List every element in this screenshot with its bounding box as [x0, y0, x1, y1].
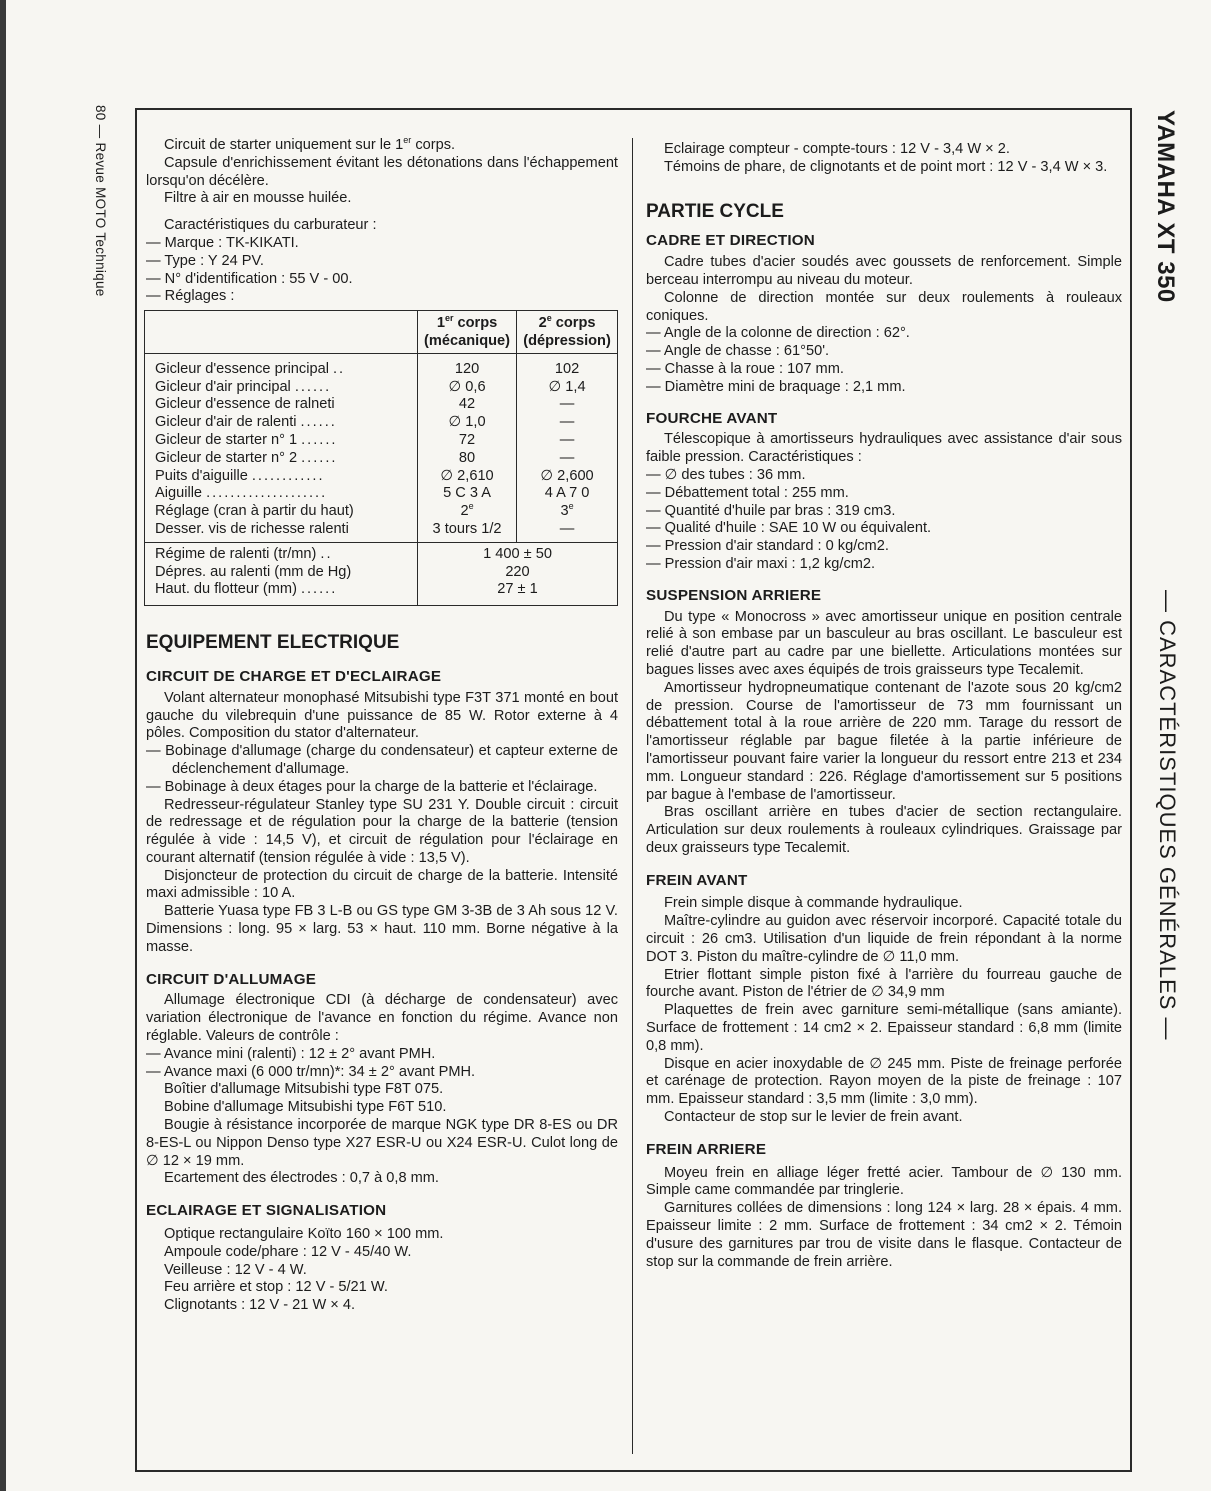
allumage-title: CIRCUIT D'ALLUMAGE — [146, 970, 317, 988]
table-header-row — [145, 311, 618, 354]
allumage-paragraph: Boîtier d'allumage Mitsubishi type F8T 075. — [164, 1081, 444, 1098]
fourche-item: — Débattement total : 255 mm. — [646, 484, 849, 501]
charge-paragraph: Volant alternateur monophasé Mitsubishi type F3T 371 monté en bout gauche du vilebrequin d'une puissance de 85 W. Rotor externe à 4 pôles. Composition du stator d'alternateur. — [146, 689, 618, 742]
side-subtitle — [1150, 590, 1190, 1041]
table-cell: 2e — [460, 503, 474, 520]
frein-arriere-title: FREIN ARRIERE — [646, 1140, 767, 1158]
frein-avant-paragraph: Etrier flottant simple piston fixé à l'arrière du fourreau gauche de fourche avant. Piston de l'étrier de ∅ 34,9 mm — [646, 966, 1122, 1001]
cadre-paragraph: Cadre tubes d'acier soudés avec goussets de renforcement. Simple berceau interrompu au niveau du moteur. — [646, 254, 1122, 288]
page-edge-shadow — [0, 0, 6, 1491]
allumage-dash-1: — Avance mini (ralenti) : 12 ± 2° avant PMH. — [146, 1045, 436, 1062]
carb-heading: Caractéristiques du carburateur : — [164, 217, 377, 234]
eclairage-line: Clignotants : 12 V - 21 W × 4. — [164, 1297, 356, 1314]
fourche-paragraph: Télescopique à amortisseurs hydrauliques avec assistance d'air sous faible pression. Caractéristiques : — [646, 431, 1122, 466]
frein-avant-paragraph: Contacteur de stop sur le levier de frein avant. — [664, 1109, 963, 1126]
left-column — [146, 137, 618, 1315]
table-label: Régime de ralenti (tr/mn) — [155, 545, 317, 562]
frein-avant-paragraph: Frein simple disque à commande hydraulique. — [664, 895, 963, 912]
top-paragraph: Témoins de phare, de clignotants et de point mort : 12 V - 3,4 W × 3. — [664, 158, 1108, 175]
table-label: Gicleur de starter n° 2 — [155, 449, 298, 466]
table-cell: 27 ± 1 — [497, 581, 538, 598]
table-label: Dépres. au ralenti (mm de Hg) — [155, 563, 352, 580]
table-cell: 3e — [560, 503, 574, 520]
allumage-paragraph: Ecartement des électrodes : 0,7 à 0,8 mm. — [164, 1170, 439, 1187]
allumage-paragraph: Bougie à résistance incorporée de marque NGK type DR 8-ES ou DR 8-ES-L ou Nippon Denso type X27 ESR-U ou X24 ESR-U. Culot long de ∅ 12 × 19 mm. — [146, 1117, 618, 1169]
eclairage-line: Optique rectangulaire Koïto 160 × 100 mm. — [164, 1226, 444, 1243]
intro-line-2: Capsule d'enrichissement évitant les détonations dans l'échappement lorsqu'on décélère. — [146, 154, 618, 189]
table-label: Gicleur d'air principal — [155, 378, 291, 395]
eclairage-line: Feu arrière et stop : 12 V - 5/21 W. — [164, 1279, 388, 1296]
table-cell: ∅ 1,0 — [448, 414, 486, 431]
cadre-item: — Chasse à la roue : 107 mm. — [646, 360, 844, 377]
table-label: Réglage (cran à partir du haut) — [155, 503, 354, 520]
fourche-item: — Qualité d'huile : SAE 10 W ou équivalent. — [646, 520, 932, 537]
fourche-item: — ∅ des tubes : 36 mm. — [646, 466, 806, 483]
table-label: Desser. vis de richesse ralenti — [155, 520, 349, 537]
allumage-paragraph: Bobine d'allumage Mitsubishi type F6T 510. — [164, 1099, 447, 1116]
table-label: Haut. du flotteur (mm) — [155, 581, 297, 598]
table-cell: 220 — [505, 563, 530, 580]
table-cell: 3 tours 1/2 — [432, 520, 502, 537]
table-cell: 72 — [458, 431, 476, 448]
partie-cycle-title: PARTIE CYCLE — [646, 200, 784, 222]
eclairage-title: ECLAIRAGE ET SIGNALISATION — [146, 1202, 387, 1220]
table-header-col2: 1er corps (mécanique) — [418, 311, 517, 354]
table-cell: 42 — [458, 396, 476, 413]
table-cell: — — [559, 449, 575, 466]
table-header-empty — [145, 311, 418, 354]
table-label: Puits d'aiguille — [155, 467, 248, 484]
table-col2-values — [418, 353, 517, 542]
cadre-paragraph: Colonne de direction montée sur deux roulements à rouleaux coniques. — [646, 289, 1122, 324]
table-label: Gicleur d'essence principal — [155, 360, 329, 377]
side-subtitle-text: — CARACTÉRISTIQUES GÉNÉRALES — — [1155, 590, 1180, 1041]
page-number-margin — [74, 105, 124, 335]
table-cell: 1 400 ± 50 — [483, 545, 552, 562]
frein-avant-paragraph: Maître-cylindre au guidon avec réservoir incorporé. Capacité totale du circuit : 26 cm3. Utilisation d'un liquide de frein répondant à la norme DOT 3. Piston du maître-cylindre de ∅ 11,0 mm. — [646, 913, 1122, 965]
table-cell: ∅ 0,6 — [448, 378, 486, 395]
suspension-paragraph: Du type « Monocross » avec amortisseur unique en position centrale relié à son embase par un basculeur au bras oscillant. Le basculeur est relié d'autre part au cadre par une biellette. Articulations montées sur bagues lisses avec axes équipés de trois graisseurs type Tecalemit. — [646, 608, 1122, 678]
intro-line-1: Circuit de starter uniquement sur le 1er corps. — [164, 135, 456, 153]
table-labels: Gicleur d'essence principal .. Gicleur d'air principal ...... Gicleur d'essence de ralneti Gicleur d'air de ralenti ...... Gicleur de starter n° 1 ...... Gicleur de starter n° 2 ...... Puits d'aiguille ............ Aiguille .................... Réglage (cran à partir du haut) Desser. vis de richesse ralenti — [145, 353, 418, 542]
charge-dash-1: — Bobinage d'allumage (charge du condensateur) et capteur externe de déclenchement d'allumage. — [146, 743, 618, 777]
table-header-col3: 2e corps (dépression) — [517, 311, 618, 354]
table-body-row — [145, 353, 618, 542]
carb-item: — Type : Y 24 PV. — [146, 252, 264, 269]
cadre-title: CADRE ET DIRECTION — [646, 232, 815, 250]
carb-item: — N° d'identification : 55 V - 00. — [146, 270, 353, 287]
table-header-col3-sub: (dépression) — [523, 332, 611, 349]
table-cell: ∅ 1,4 — [548, 378, 586, 395]
table-cell: 102 — [554, 360, 580, 377]
table-cell: 80 — [458, 449, 476, 466]
allumage-dash-2: — Avance maxi (6 000 tr/mn)*: 34 ± 2° avant PMH. — [146, 1063, 476, 1080]
suspension-paragraph: Amortisseur hydropneumatique contenant de l'azote sous 20 kg/cm2 de pression. Course de l'amortisseur de 73 mm fournissant un débattement total à la roue arrière de 220 mm. Tarage du ressort de l'amortisseur réglable par bague filetée à la partie inférieure de l'amortisseur pouvant faire varier la longueur du ressort entre 213 et 234 mm. Longueur standard : 226. Réglage d'amortissement sur 5 positions par bague à l'embase de l'amortisseur. — [646, 679, 1122, 803]
eclairage-line: Veilleuse : 12 V - 4 W. — [164, 1261, 307, 1278]
intro-line-3: Filtre à air en mousse huilée. — [164, 190, 352, 207]
frein-avant-paragraph: Plaquettes de frein avec garniture semi-métallique (sans amiante). Surface de frottement : 14 cm2 × 2. Epaisseur standard : 6,8 mm (limite 0,8 mm). — [646, 1002, 1122, 1054]
table-label: Gicleur d'air de ralenti — [155, 414, 297, 431]
frein-avant-paragraph: Disque en acier inoxydable de ∅ 245 mm. Piste de freinage perforée et carénage de protection. Rayon moyen de la piste de freinage : 107 mm. Epaisseur standard : 3,5 mm (limite : 3,0 mm). — [646, 1055, 1122, 1108]
top-paragraph: Eclairage compteur - compte-tours : 12 V - 3,4 W × 2. — [664, 141, 1010, 157]
table-cell: 5 C 3 A — [443, 485, 491, 502]
column-divider — [632, 138, 633, 1454]
table-body-row-2 — [145, 542, 618, 605]
table-cell: — — [559, 414, 575, 431]
cadre-item: — Diamètre mini de braquage : 2,1 mm. — [646, 378, 906, 395]
table-cell: — — [559, 520, 575, 537]
charge-paragraph: Redresseur-régulateur Stanley type SU 231 Y. Double circuit : circuit de redressage et de régulation pour la charge de la batterie (tension régulée à vide : 14,5 V), et circuit de régulation pour l'éclairage en courant alternatif (tension régulée à vide : 13,5 V). — [146, 796, 618, 866]
fourche-title: FOURCHE AVANT — [646, 409, 778, 427]
charge-title: CIRCUIT DE CHARGE ET D'ECLAIRAGE — [146, 667, 442, 685]
suspension-paragraph: Bras oscillant arrière en tubes d'acier de section rectangulaire. Articulation sur deux roulements à rouleaux cylindriques. Graissage par deux graisseurs type Tecalemit. — [646, 804, 1122, 856]
charge-paragraph: Batterie Yuasa type FB 3 L-B ou GS type GM 3-3B de 3 Ah sous 12 V. Dimensions : long. 95 × larg. 53 × haut. 110 mm. Borne négative à la masse. — [146, 903, 618, 955]
fourche-item: — Pression d'air maxi : 1,2 kg/cm2. — [646, 555, 876, 572]
carb-item: — Marque : TK-KIKATI. — [146, 234, 299, 251]
side-title — [1147, 110, 1187, 310]
table-header-col2-sub: (mécanique) — [424, 332, 511, 349]
fourche-item: — Quantité d'huile par bras : 319 cm3. — [646, 502, 896, 519]
allumage-paragraph: Allumage électronique CDI (à décharge de condensateur) avec variation électronique de l'avance en fonction du régime. Avance non réglable. Valeurs de contrôle : — [146, 992, 618, 1045]
table-merged-values — [418, 542, 618, 605]
right-column — [646, 141, 1122, 1271]
frein-avant-title: FREIN AVANT — [646, 871, 748, 889]
side-title-text: YAMAHA XT 350 — [1152, 110, 1179, 303]
frein-arriere-paragraph: Moyeu frein en alliage léger fretté acier. Tambour de ∅ 130 mm. Simple came commandée par tringlerie. — [646, 1164, 1122, 1199]
carb-item: — Réglages : — [146, 288, 235, 305]
table-cell: ∅ 2,600 — [540, 467, 594, 484]
page-number-text: 80 — Revue MOTO Technique — [93, 105, 108, 297]
table-label: Gicleur de starter n° 1 — [155, 431, 298, 448]
eclairage-line: Ampoule code/phare : 12 V - 45/40 W. — [164, 1243, 412, 1260]
fourche-item: — Pression d'air standard : 0 kg/cm2. — [646, 538, 889, 555]
frein-arriere-paragraph: Garnitures collées de dimensions : long 124 × larg. 28 × épais. 4 mm. Epaisseur limite : 2 mm. Surface de frottement : 34 cm2 × 2. Témoin d'usure des garnitures par trou de visite dans le flasque. Contacteur de stop sur la commande de frein arrière. — [646, 1200, 1122, 1270]
cadre-item: — Angle de chasse : 61°50'. — [646, 343, 830, 360]
charge-dash-2: — Bobinage à deux étages pour la charge de la batterie et l'éclairage. — [146, 778, 598, 795]
charge-paragraph: Disjoncteur de protection du circuit de charge de la batterie. Intensité maxi admissible : 10 A. — [146, 867, 618, 902]
table-label: Aiguille — [155, 485, 203, 502]
table-cell: — — [559, 431, 575, 448]
table-cell: ∅ 2,610 — [440, 467, 494, 484]
table-label: Gicleur d'essence de ralneti — [155, 396, 335, 413]
table-col3-values — [517, 353, 618, 542]
equipement-title: EQUIPEMENT ELECTRIQUE — [146, 632, 400, 654]
table-cell: 120 — [454, 360, 480, 377]
suspension-title: SUSPENSION ARRIERE — [646, 586, 822, 604]
carburetor-table — [144, 310, 618, 606]
cadre-item: — Angle de la colonne de direction : 62°. — [646, 325, 910, 342]
table-labels-2: Régime de ralenti (tr/mn) .. Dépres. au ralenti (mm de Hg) Haut. du flotteur (mm) ...... — [145, 542, 418, 605]
table-cell: 4 A 7 0 — [544, 485, 590, 502]
table-cell: — — [559, 396, 575, 413]
